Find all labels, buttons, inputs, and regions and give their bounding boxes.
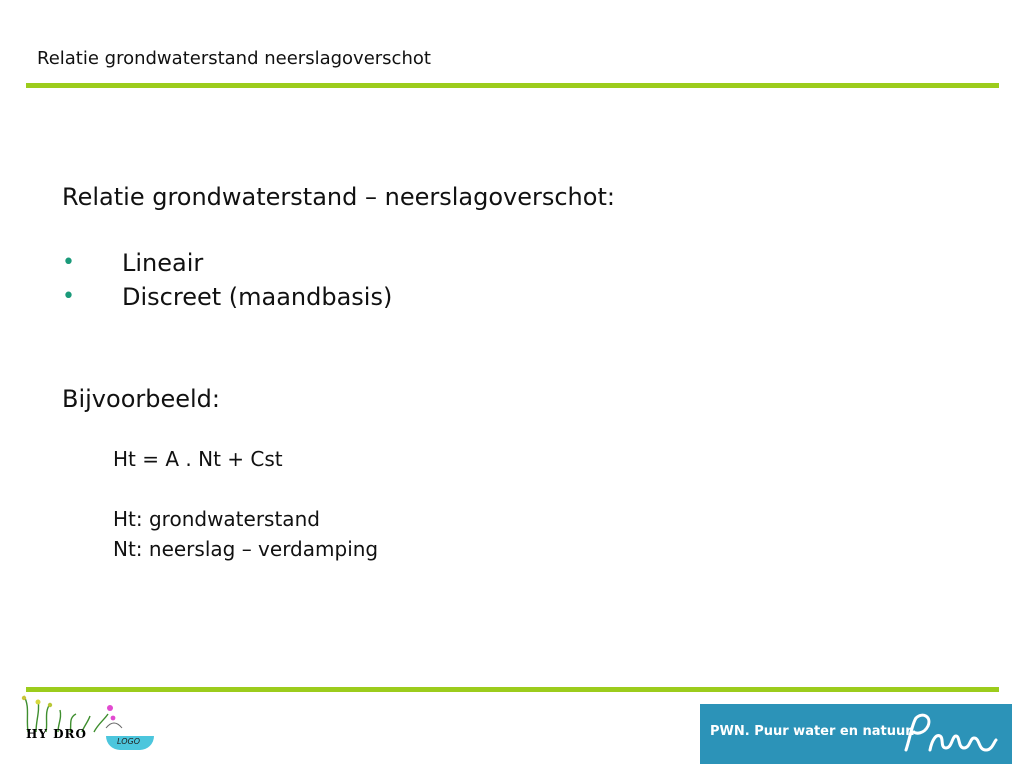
bullet-dot-icon: • (62, 284, 75, 309)
bullet-text: Discreet (maandbasis) (122, 283, 393, 311)
example-label: Bijvoorbeeld: (62, 385, 220, 413)
formula-block (113, 444, 942, 564)
formula: Ht = A . Nt + Cst (113, 447, 283, 471)
list-item (62, 246, 942, 280)
brand-banner (700, 704, 1012, 764)
definition-nt: Nt: neerslag – verdamping (113, 537, 379, 561)
pwn-logo-icon (900, 710, 1000, 758)
brand-tagline: PWN. Puur water en natuur. (710, 724, 915, 739)
definition-ht: Ht: grondwaterstand (113, 507, 320, 531)
bullet-list (62, 246, 942, 314)
top-divider (26, 83, 999, 88)
bottom-divider (26, 687, 999, 692)
slide-heading: Relatie grondwaterstand – neerslagoverschot: (62, 183, 615, 211)
slide-content (62, 180, 942, 564)
page-title: Relatie grondwaterstand neerslagoverschot (37, 48, 431, 69)
list-item (62, 280, 942, 314)
bullet-text: Lineair (122, 249, 204, 277)
hydro-logo-text: HY DRO (26, 727, 87, 741)
hydro-logo-badge-text: LOGO (117, 737, 141, 746)
bullet-dot-icon: • (62, 250, 75, 275)
